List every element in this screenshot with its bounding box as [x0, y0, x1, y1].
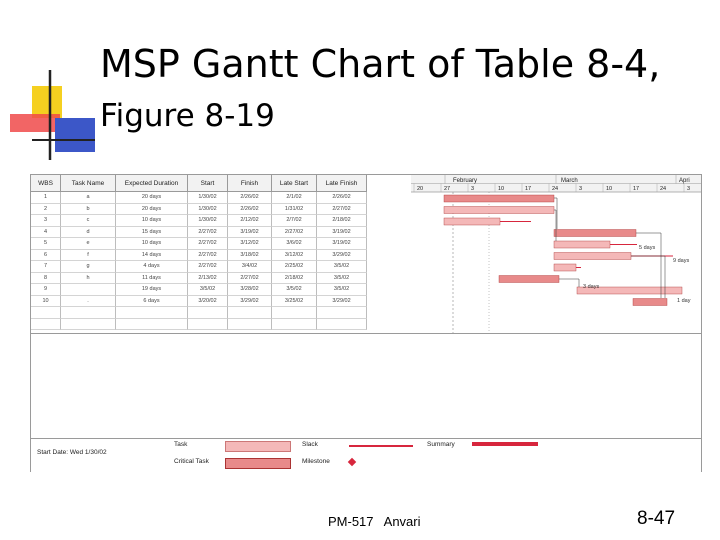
column-header[interactable]: Expected Duration	[116, 175, 188, 192]
footer-course-code: PM-517	[328, 514, 374, 529]
table-cell[interactable]: 10 days	[116, 238, 188, 250]
table-cell[interactable]: c	[61, 215, 116, 227]
empty-table-cell	[272, 307, 317, 319]
table-cell[interactable]: 2/27/02	[317, 204, 367, 216]
table-cell[interactable]: 9	[31, 284, 61, 296]
table-cell[interactable]: 3/12/02	[272, 250, 317, 262]
table-cell[interactable]: b	[61, 204, 116, 216]
table-cell[interactable]: 10	[31, 296, 61, 308]
table-cell[interactable]: 2/26/02	[228, 204, 272, 216]
table-cell[interactable]: 7	[31, 261, 61, 273]
table-cell[interactable]: h	[61, 273, 116, 285]
table-cell[interactable]: 2/12/02	[228, 215, 272, 227]
table-cell[interactable]: 3/4/02	[228, 261, 272, 273]
day-tick-label: 20	[417, 186, 424, 192]
table-cell[interactable]: 2/27/02	[272, 227, 317, 239]
legend-summary-label: Summary	[427, 441, 455, 448]
table-cell[interactable]: 2/27/02	[188, 227, 228, 239]
page-number: 8-47	[637, 508, 676, 529]
empty-table-cell	[31, 319, 61, 331]
table-cell[interactable]: .	[61, 296, 116, 308]
table-cell[interactable]: 3/12/02	[228, 238, 272, 250]
table-cell[interactable]: 6 days	[116, 296, 188, 308]
table-cell[interactable]: 14 days	[116, 250, 188, 262]
gantt-bar-task-6[interactable]	[554, 253, 631, 260]
table-cell[interactable]: 2/25/02	[272, 261, 317, 273]
gantt-bar-task-10[interactable]	[633, 299, 667, 306]
table-cell[interactable]: 4	[31, 227, 61, 239]
table-cell[interactable]: 11 days	[116, 273, 188, 285]
msp-gantt-chart	[30, 174, 702, 472]
dependency-arrow	[554, 198, 557, 229]
start-date-label: Start Date: Wed 1/30/02	[37, 449, 107, 456]
empty-table-cell	[61, 307, 116, 319]
month-label-february: February	[453, 178, 478, 184]
day-tick-label: 27	[444, 186, 451, 192]
table-cell[interactable]: 3/19/02	[317, 227, 367, 239]
table-cell[interactable]	[61, 284, 116, 296]
day-tick-label: 3	[471, 186, 475, 192]
table-cell[interactable]: 5	[31, 238, 61, 250]
legend-task-swatch	[225, 441, 291, 452]
empty-chart-area	[31, 333, 701, 439]
table-cell[interactable]: 3/25/02	[272, 296, 317, 308]
slide-logo	[0, 0, 100, 170]
table-cell[interactable]: 2/27/02	[188, 250, 228, 262]
legend-milestone-label: Milestone	[302, 458, 330, 465]
table-cell[interactable]: e	[61, 238, 116, 250]
table-cell[interactable]: 2/13/02	[188, 273, 228, 285]
task-table	[31, 175, 411, 333]
empty-table-cell	[61, 319, 116, 331]
gantt-bar-task-8[interactable]	[499, 276, 559, 283]
empty-table-cell	[116, 307, 188, 319]
gantt-bar-task-3[interactable]	[444, 218, 500, 225]
legend-slack-swatch	[349, 445, 413, 447]
table-cell[interactable]: 3/29/02	[317, 296, 367, 308]
table-cell[interactable]: 2/27/02	[188, 261, 228, 273]
table-cell[interactable]: 1/30/02	[188, 215, 228, 227]
slide-title: MSP Gantt Chart of Table 8-4,	[100, 42, 661, 86]
footer-author: Anvari	[383, 514, 421, 529]
table-cell[interactable]: 2/18/02	[272, 273, 317, 285]
table-cell[interactable]: g	[61, 261, 116, 273]
table-cell[interactable]: d	[61, 227, 116, 239]
table-cell[interactable]: f	[61, 250, 116, 262]
table-cell[interactable]: 3/5/02	[317, 261, 367, 273]
column-header[interactable]: Finish	[228, 175, 272, 192]
empty-table-cell	[31, 307, 61, 319]
table-cell[interactable]: 2/1/02	[272, 192, 317, 204]
table-cell[interactable]: 2/26/02	[228, 192, 272, 204]
day-tick-label: 10	[606, 186, 613, 192]
day-tick-label: 24	[660, 186, 667, 192]
gantt-bar-task-2[interactable]	[444, 207, 554, 214]
bar-label: 1 day	[677, 298, 691, 304]
empty-table-cell	[317, 319, 367, 331]
table-cell[interactable]: 2/26/02	[317, 192, 367, 204]
legend-summary-swatch	[472, 442, 538, 446]
table-cell[interactable]: 8	[31, 273, 61, 285]
table-cell[interactable]: 3/19/02	[317, 238, 367, 250]
table-cell[interactable]: 3/5/02	[317, 284, 367, 296]
bar-label: 3 days	[583, 284, 600, 290]
table-cell[interactable]: 1	[31, 192, 61, 204]
table-cell[interactable]: 19 days	[116, 284, 188, 296]
table-cell[interactable]: 1/30/02	[188, 204, 228, 216]
legend-critical-swatch	[225, 458, 291, 469]
day-tick-label: 17	[633, 186, 640, 192]
gantt-timeline	[411, 175, 701, 333]
month-label-march: March	[561, 178, 578, 184]
column-header[interactable]: Late Finish	[317, 175, 367, 192]
table-cell[interactable]: a	[61, 192, 116, 204]
table-cell[interactable]: 4 days	[116, 261, 188, 273]
table-cell[interactable]: 1/30/02	[188, 192, 228, 204]
empty-table-cell	[188, 307, 228, 319]
table-cell[interactable]: 3/20/02	[188, 296, 228, 308]
month-label-april: Apri	[679, 178, 690, 184]
day-tick-label: 3	[579, 186, 583, 192]
column-header[interactable]: Late Start	[272, 175, 317, 192]
column-header[interactable]: Start	[188, 175, 228, 192]
day-tick-label: 24	[552, 186, 559, 192]
table-cell[interactable]: 3/29/02	[317, 250, 367, 262]
table-cell[interactable]: 3/28/02	[228, 284, 272, 296]
day-tick-label: 17	[525, 186, 532, 192]
day-tick-label: 3	[687, 186, 691, 192]
empty-table-cell	[116, 319, 188, 331]
table-cell[interactable]: 3/6/02	[272, 238, 317, 250]
table-cell[interactable]: 6	[31, 250, 61, 262]
day-tick-label: 10	[498, 186, 505, 192]
legend-task-label: Task	[174, 441, 188, 448]
empty-table-cell	[228, 307, 272, 319]
empty-table-cell	[317, 307, 367, 319]
gantt-svg	[411, 175, 701, 333]
table-cell[interactable]: 2	[31, 204, 61, 216]
legend-critical-label: Critical Task	[174, 458, 209, 465]
logo-red-bar	[10, 114, 60, 132]
footer-course	[328, 514, 421, 529]
table-cell[interactable]: 3/19/02	[228, 227, 272, 239]
column-header[interactable]: Task Name	[61, 175, 116, 192]
table-cell[interactable]: 2/27/02	[228, 273, 272, 285]
slide-subtitle: Figure 8-19	[100, 98, 275, 134]
gantt-bar-task-5[interactable]	[554, 241, 610, 248]
table-cell[interactable]: 2/7/02	[272, 215, 317, 227]
table-cell[interactable]: 3	[31, 215, 61, 227]
empty-table-cell	[188, 319, 228, 331]
table-cell[interactable]: 3/5/02	[188, 284, 228, 296]
table-cell[interactable]: 3/5/02	[272, 284, 317, 296]
legend-milestone-diamond-icon	[348, 458, 356, 466]
table-cell[interactable]: 3/5/02	[317, 273, 367, 285]
table-cell[interactable]: 2/27/02	[188, 238, 228, 250]
table-cell[interactable]: 2/18/02	[317, 215, 367, 227]
empty-table-cell	[228, 319, 272, 331]
gantt-bar-task-4[interactable]	[554, 230, 636, 237]
table-cell[interactable]: 3/18/02	[228, 250, 272, 262]
bar-label: 9 days	[673, 258, 690, 264]
column-header[interactable]: WBS	[31, 175, 61, 192]
table-cell[interactable]: 10 days	[116, 215, 188, 227]
table-cell[interactable]: 1/31/02	[272, 204, 317, 216]
gantt-bar-task-7[interactable]	[554, 264, 576, 271]
dependency-arrow	[559, 279, 579, 287]
table-cell[interactable]: 20 days	[116, 192, 188, 204]
logo-yellow-square	[32, 86, 62, 118]
table-cell[interactable]: 20 days	[116, 204, 188, 216]
gantt-bar-task-1[interactable]	[444, 195, 554, 202]
table-cell[interactable]: 3/29/02	[228, 296, 272, 308]
bar-label: 5 days	[639, 245, 656, 251]
gantt-legend	[31, 438, 701, 472]
logo-blue-square	[55, 118, 95, 152]
legend-slack-label: Slack	[302, 441, 318, 448]
empty-table-cell	[272, 319, 317, 331]
table-cell[interactable]: 15 days	[116, 227, 188, 239]
